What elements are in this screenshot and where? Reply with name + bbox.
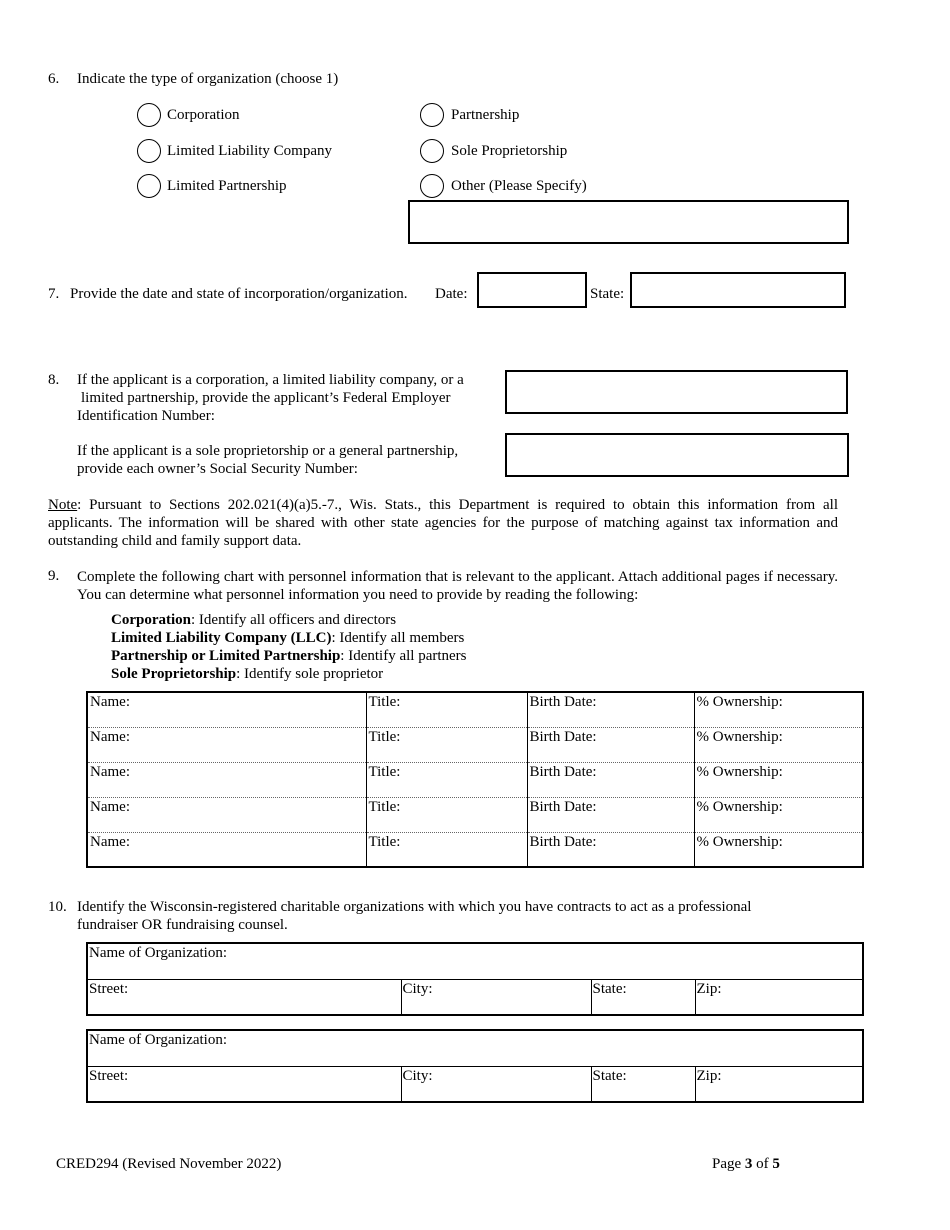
name-cell[interactable]: Name: bbox=[87, 832, 366, 867]
rule-term: Partnership or Limited Partnership bbox=[111, 648, 341, 664]
organization-name-cell[interactable]: Name of Organization: bbox=[89, 1032, 228, 1048]
rule-desc: : Identify all officers and directors bbox=[191, 612, 397, 628]
name-cell[interactable]: Name: bbox=[87, 727, 366, 762]
table-row bbox=[87, 1030, 863, 1066]
q6-number: 6. bbox=[48, 71, 60, 87]
page-total: 5 bbox=[772, 1156, 780, 1172]
label-other: Other (Please Specify) bbox=[451, 178, 587, 194]
state-cell[interactable]: State: bbox=[591, 979, 695, 1015]
note-paragraph bbox=[48, 496, 838, 550]
rule-desc: : Identify all partners bbox=[340, 648, 467, 664]
radio-other[interactable] bbox=[420, 174, 444, 198]
ownership-cell[interactable]: % Ownership: bbox=[694, 727, 863, 762]
label-limited-partnership: Limited Partnership bbox=[167, 178, 287, 194]
label-partnership: Partnership bbox=[451, 107, 520, 123]
q9-prompt: Complete the following chart with personnel information that is relevant to the applicant. Attach additional pages if necessary. You can determine what personnel information you need to provide by reading the following: bbox=[77, 569, 838, 603]
q10-line2: fundraiser OR fundraising counsel. bbox=[77, 917, 288, 933]
q8-line4: If the applicant is a sole proprietorship or a general partnership, bbox=[77, 443, 459, 459]
birth-date-cell[interactable]: Birth Date: bbox=[527, 832, 694, 867]
organization-table-2 bbox=[86, 1029, 864, 1103]
table-row bbox=[87, 1066, 863, 1102]
q7-state-label: State: bbox=[590, 286, 625, 302]
street-cell[interactable]: Street: bbox=[87, 1066, 401, 1102]
zip-cell[interactable]: Zip: bbox=[695, 1066, 863, 1102]
birth-date-cell[interactable]: Birth Date: bbox=[527, 692, 694, 727]
label-corporation: Corporation bbox=[167, 107, 240, 123]
table-row bbox=[87, 797, 863, 832]
organization-table-1 bbox=[86, 942, 864, 1016]
page-word: Page bbox=[712, 1156, 745, 1172]
q7-number: 7. bbox=[48, 286, 60, 302]
ownership-cell[interactable]: % Ownership: bbox=[694, 832, 863, 867]
name-cell[interactable]: Name: bbox=[90, 694, 130, 710]
title-cell[interactable]: Title: bbox=[366, 727, 527, 762]
note-text: : Pursuant to Sections 202.021(4)(a)5.-7., Wis. Stats., this Department is required to obtain this information from all applicants. The information will be shared with other state agencies for the purpose of matching against tax information and outstanding child and family support data. bbox=[48, 497, 838, 549]
rule-sole-proprietorship bbox=[111, 666, 383, 683]
q10-number: 10. bbox=[48, 899, 67, 915]
table-row bbox=[87, 762, 863, 797]
rule-term: Limited Liability Company (LLC) bbox=[111, 630, 332, 646]
radio-sole-proprietorship[interactable] bbox=[420, 139, 444, 163]
rule-term: Sole Proprietorship bbox=[111, 666, 237, 682]
state-cell[interactable]: State: bbox=[591, 1066, 695, 1102]
fein-field[interactable] bbox=[505, 370, 848, 414]
table-row bbox=[87, 979, 863, 1015]
ssn-field[interactable] bbox=[505, 433, 849, 477]
q8-line3: Identification Number: bbox=[77, 408, 215, 424]
incorporation-date-field[interactable] bbox=[477, 272, 587, 308]
q10-line1: Identify the Wisconsin-registered charitable organizations with which you have contracts to act as a professional bbox=[77, 899, 752, 915]
personnel-table bbox=[86, 691, 864, 868]
q8-line1: If the applicant is a corporation, a limited liability company, or a bbox=[77, 372, 464, 388]
title-cell[interactable]: Title: bbox=[366, 832, 527, 867]
name-cell[interactable]: Name: bbox=[87, 762, 366, 797]
table-row bbox=[87, 832, 863, 867]
page-current: 3 bbox=[744, 1156, 753, 1172]
q6-prompt: Indicate the type of organization (choose 1) bbox=[77, 71, 339, 87]
table-row bbox=[87, 943, 863, 979]
footer-page-number bbox=[712, 1156, 780, 1173]
rule-desc: : Identify all members bbox=[331, 630, 465, 646]
rule-llc bbox=[111, 630, 464, 647]
zip-cell[interactable]: Zip: bbox=[695, 979, 863, 1015]
city-cell[interactable]: City: bbox=[401, 979, 591, 1015]
other-specify-field[interactable] bbox=[408, 200, 849, 244]
q7-prompt: Provide the date and state of incorporation/organization. bbox=[70, 286, 408, 302]
rule-partnership bbox=[111, 648, 467, 665]
title-cell[interactable]: Title: bbox=[366, 692, 527, 727]
footer-form-id: CRED294 (Revised November 2022) bbox=[56, 1156, 282, 1172]
q7-date-label: Date: bbox=[435, 286, 468, 302]
city-cell[interactable]: City: bbox=[401, 1066, 591, 1102]
q8-line2: limited partnership, provide the applicant’s Federal Employer bbox=[81, 390, 451, 406]
radio-limited-partnership[interactable] bbox=[137, 174, 161, 198]
title-cell[interactable]: Title: bbox=[366, 762, 527, 797]
table-row bbox=[87, 727, 863, 762]
radio-corporation[interactable] bbox=[137, 103, 161, 127]
rule-desc: : Identify sole proprietor bbox=[236, 666, 384, 682]
q9-number: 9. bbox=[48, 568, 60, 584]
page-of: of bbox=[752, 1156, 773, 1172]
birth-date-cell[interactable]: Birth Date: bbox=[527, 762, 694, 797]
ownership-cell[interactable]: % Ownership: bbox=[694, 692, 863, 727]
q8-number: 8. bbox=[48, 372, 60, 388]
rule-term: Corporation bbox=[111, 612, 191, 628]
radio-partnership[interactable] bbox=[420, 103, 444, 127]
rule-corporation bbox=[111, 612, 396, 629]
birth-date-cell[interactable]: Birth Date: bbox=[527, 727, 694, 762]
incorporation-state-field[interactable] bbox=[630, 272, 846, 308]
title-cell[interactable]: Title: bbox=[366, 797, 527, 832]
birth-date-cell[interactable]: Birth Date: bbox=[527, 797, 694, 832]
note-label: Note bbox=[48, 497, 78, 513]
label-llc: Limited Liability Company bbox=[167, 143, 332, 159]
organization-name-cell[interactable]: Name of Organization: bbox=[89, 945, 228, 961]
street-cell[interactable]: Street: bbox=[87, 979, 401, 1015]
radio-llc[interactable] bbox=[137, 139, 161, 163]
label-sole-proprietorship: Sole Proprietorship bbox=[451, 143, 568, 159]
ownership-cell[interactable]: % Ownership: bbox=[694, 797, 863, 832]
ownership-cell[interactable]: % Ownership: bbox=[694, 762, 863, 797]
q8-line5: provide each owner’s Social Security Number: bbox=[77, 461, 358, 477]
name-cell[interactable]: Name: bbox=[87, 797, 366, 832]
table-row bbox=[87, 692, 863, 727]
